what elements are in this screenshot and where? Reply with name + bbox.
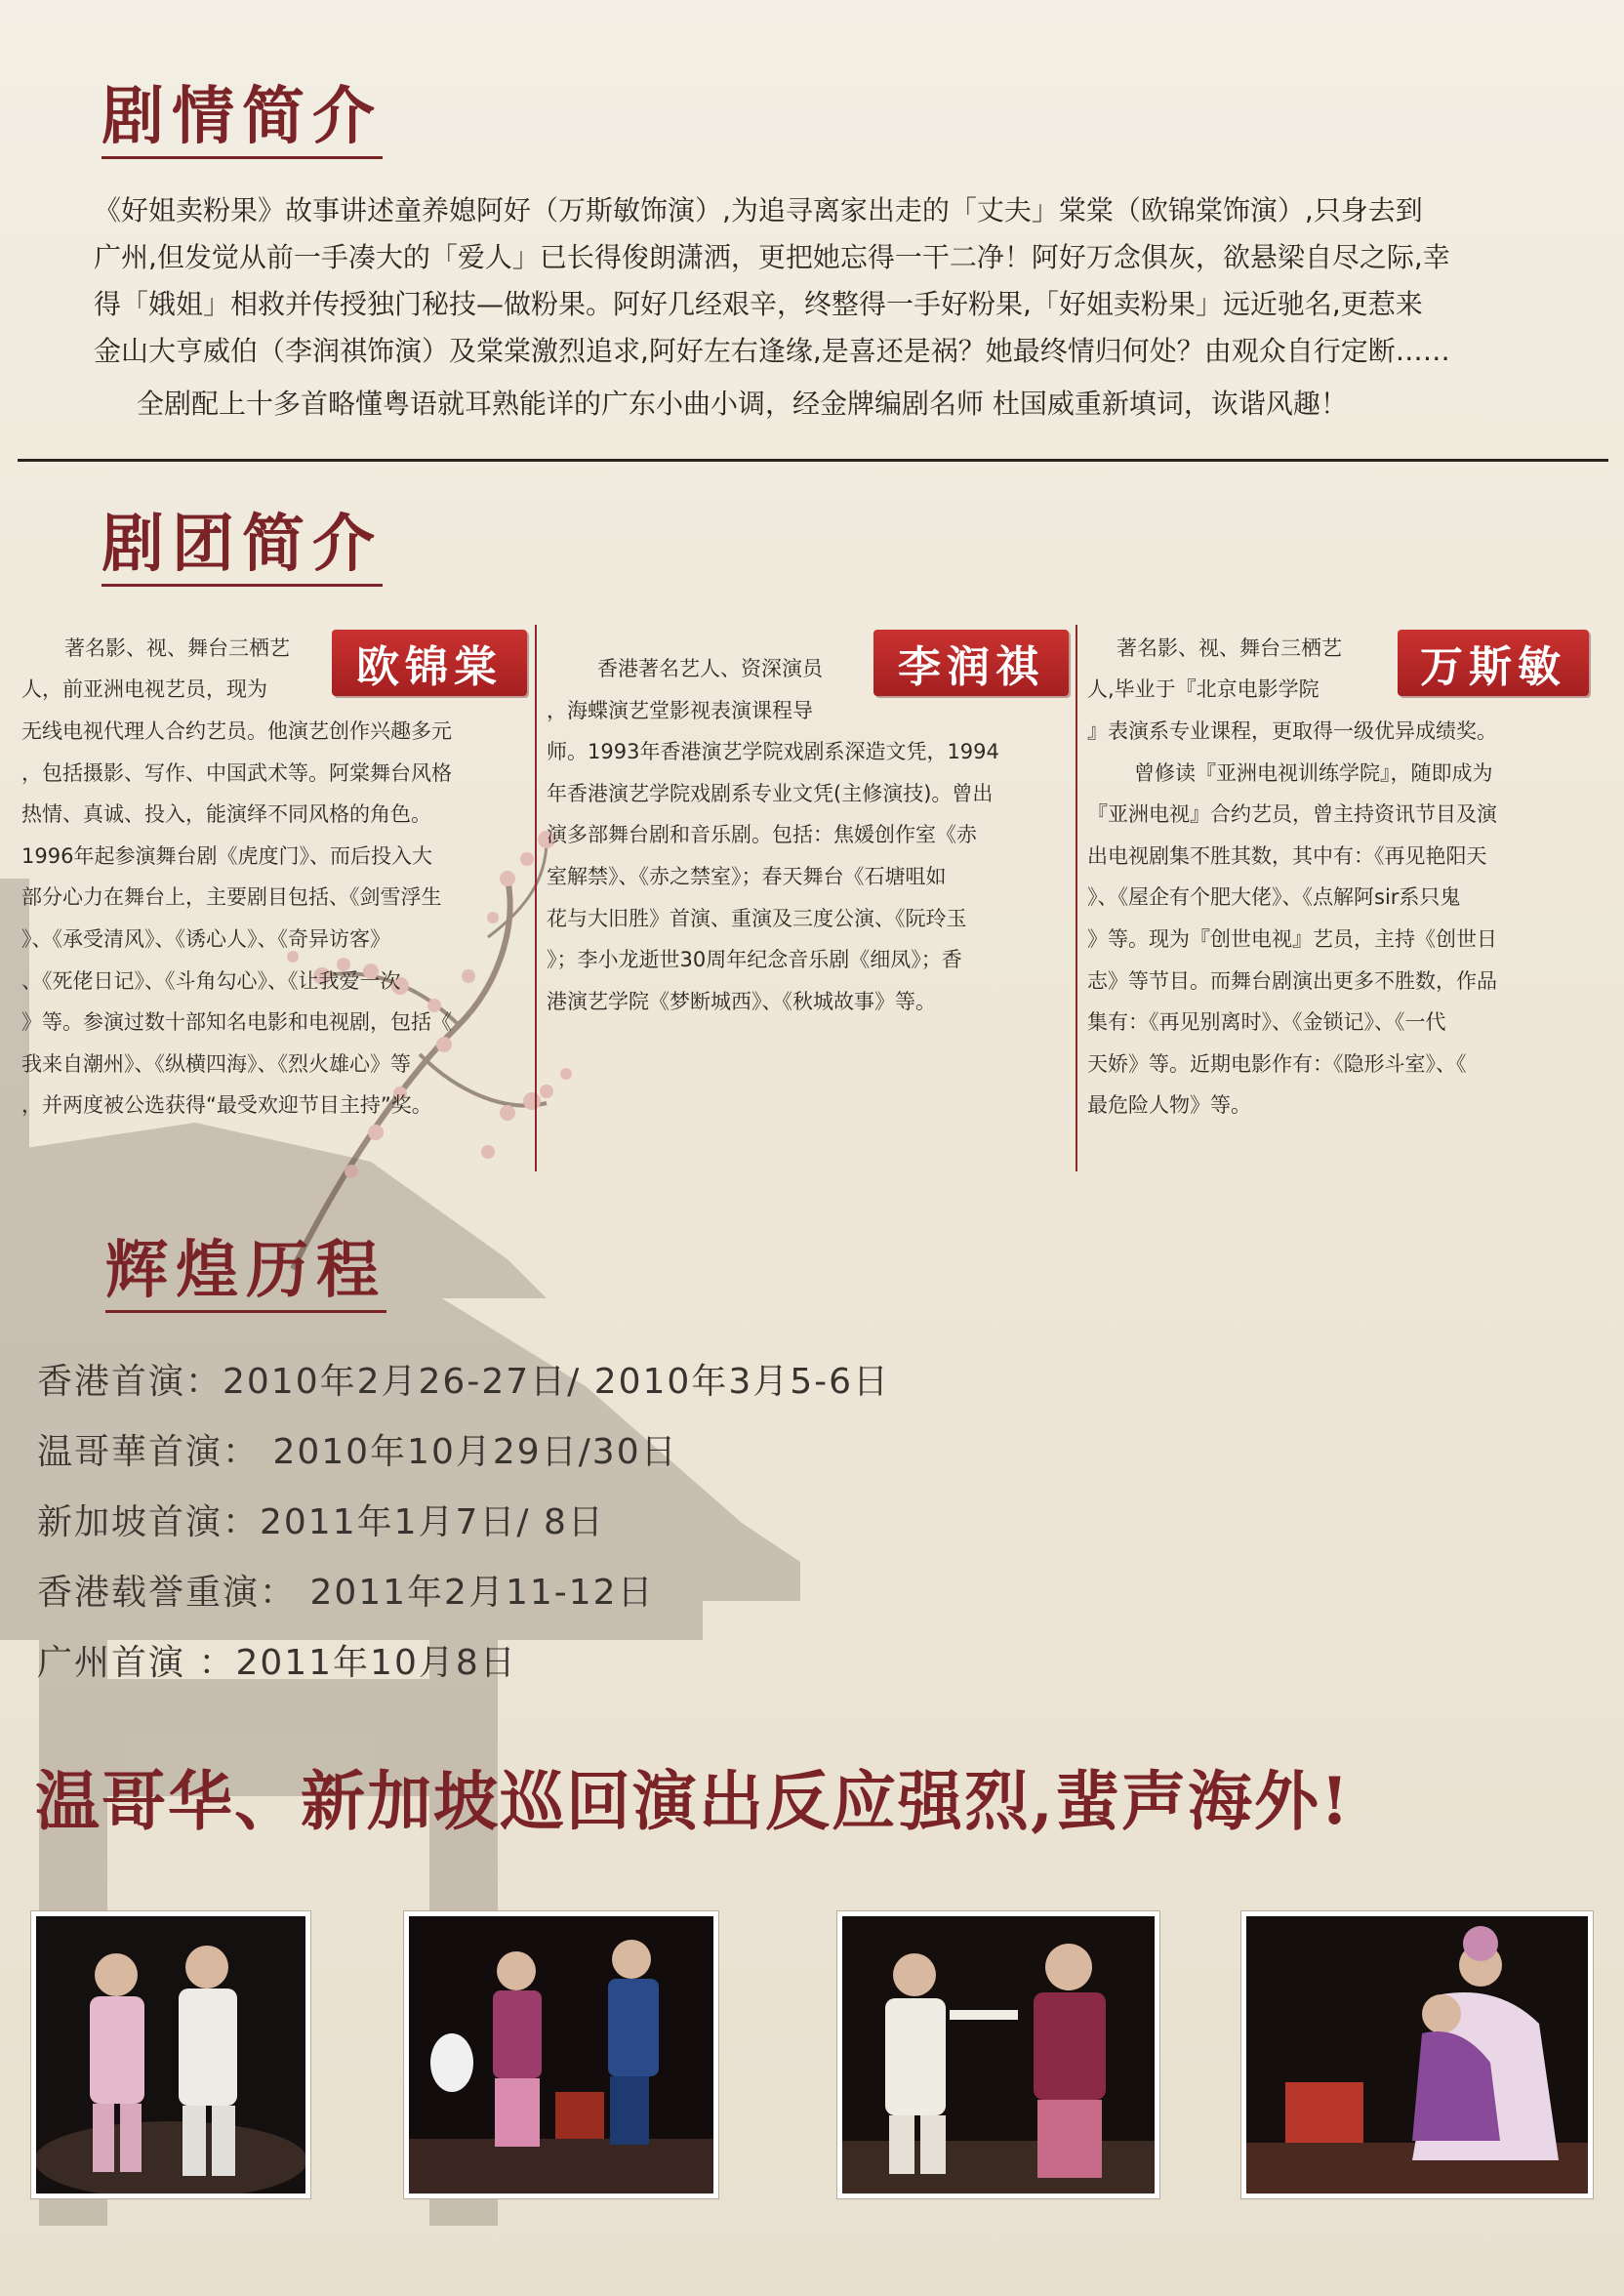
- bio-line: 年香港演艺学院戏剧系专业文凭(主修演技)。曾出: [547, 782, 994, 805]
- bio-line: 『亚洲电视』合约艺员，曾主持资讯节目及演: [1087, 802, 1497, 826]
- bio-line: 集有：《再见别离时》、《金锁记》、《一代: [1087, 1010, 1446, 1034]
- stage-photo: [837, 1911, 1159, 2198]
- synopsis-line: 金山大亨威伯（李润祺饰演）及棠棠激烈追求,阿好左右逢缘,是喜还是祸？她最终情归何处？由观众自行定断……: [94, 335, 1450, 367]
- history-item: 温哥華首演： 2010年10月29日/30日: [37, 1432, 678, 1472]
- column-divider: [1076, 625, 1077, 1171]
- synopsis-line: 《好姐卖粉果》故事讲述童养媳阿好（万斯敏饰演）,为追寻离家出走的「丈夫」棠棠（欧锦棠饰演）,只身去到: [94, 194, 1423, 226]
- bio-line: 》、《承受清风》、《诱心人》、《奇异访客》: [21, 927, 390, 951]
- synopsis-title: 剧情简介: [102, 86, 383, 159]
- bio-line: 花与大旧胜》首演、重演及三度公演、《阮玲玉: [547, 907, 967, 930]
- bio-line: 志》等节目。而舞台剧演出更多不胜数，作品: [1087, 969, 1497, 993]
- bio-line: 师。1993年香港演艺学院戏剧系深造文凭，1994: [547, 740, 999, 763]
- bio-line: 热情、真诚、投入，能演绎不同风格的角色。: [21, 802, 431, 826]
- bio-line: 无线电视代理人合约艺员。他演艺创作兴趣多元: [21, 719, 452, 743]
- history-item: 香港载誉重演： 2011年2月11-12日: [37, 1573, 655, 1613]
- bio-line: ，海蝶演艺堂影视表演课程导: [547, 699, 813, 722]
- troupe-title: 剧团简介: [102, 513, 383, 587]
- bio-line: 我来自潮州》、《纵横四海》、《烈火雄心》等: [21, 1052, 411, 1076]
- history-item: 香港首演：2010年2月26-27日/ 2010年3月5-6日: [37, 1362, 891, 1402]
- history-item: 广州首演 ：2011年10月8日: [37, 1643, 517, 1683]
- bio-line: 天娇》等。近期电影作有：《隐形斗室》、《: [1087, 1052, 1467, 1076]
- bio-line: 演多部舞台剧和音乐剧。包括：焦媛创作室《赤: [547, 823, 977, 846]
- bio-line: 》；李小龙逝世30周年纪念音乐剧《细凤》；香: [547, 948, 962, 971]
- name-badge-wan-simin: 万斯敏: [1398, 630, 1589, 696]
- name-badge-ou-jintang: 欧锦棠: [332, 630, 527, 696]
- bio-line: 港演艺学院《梦断城西》、《秋城故事》等。: [547, 990, 936, 1013]
- bio-line: 室解禁》、《赤之禁室》；春天舞台《石塘咀如: [547, 865, 947, 888]
- synopsis-line: 得「娥姐」相救并传授独门秘技—做粉果。阿好几经艰辛，终整得一手好粉果,「好姐卖粉果」远近驰名,更惹来: [94, 288, 1423, 320]
- bio-line: 最危险人物》等。: [1087, 1093, 1251, 1117]
- history-title: 辉煌历程: [105, 1240, 386, 1313]
- name-badge-li-runqi: 李润祺: [873, 630, 1069, 696]
- synopsis-line: 广州,但发觉从前一手凑大的「爱人」已长得俊朗潇洒，更把她忘得一干二净！阿好万念俱灰，欲悬梁自尽之际,幸: [94, 241, 1450, 273]
- bio-line: 》等。参演过数十部知名电影和电视剧，包括《: [21, 1010, 452, 1034]
- bio-line: 曾修读『亚洲电视训练学院』，随即成为: [1134, 761, 1493, 785]
- bio-line: 出电视剧集不胜其数，其中有：《再见艳阳天: [1087, 844, 1487, 868]
- tour-slogan: 温哥华、新加坡巡回演出反应强烈,蜚声海外!: [35, 1763, 1351, 1839]
- bio-line: 》等。现为『创世电视』艺员，主持《创世日: [1087, 927, 1497, 951]
- bio-line: 香港著名艺人、资深演员: [597, 657, 823, 680]
- section-divider: [18, 459, 1608, 462]
- synopsis-line: 全剧配上十多首略懂粤语就耳熟能详的广东小曲小调，经金牌编剧名师 杜国威重新填词，诙谐风趣！: [137, 388, 1348, 420]
- bio-line: 1996年起参演舞台剧《虎度门》、而后投入大: [21, 844, 432, 868]
- bio-line: 部分心力在舞台上，主要剧目包括、《剑雪浮生: [21, 885, 442, 909]
- bio-line: 》、《屋企有个肥大佬》、《点解阿sir系只鬼: [1087, 885, 1461, 909]
- stage-photo: [31, 1911, 310, 2198]
- bio-line: 人，前亚洲电视艺员，现为: [21, 677, 267, 701]
- stage-photo: [404, 1911, 718, 2198]
- performance-history-list: [37, 1359, 890, 1710]
- bio-line: ，包括摄影、写作、中国武术等。阿棠舞台风格: [21, 761, 452, 785]
- bio-line: ，并两度被公选获得“最受欢迎节目主持”奖。: [21, 1093, 432, 1117]
- bio-line: 著名影、视、舞台三栖艺: [1116, 636, 1342, 660]
- bio-line: 人,毕业于『北京电影学院: [1087, 677, 1320, 701]
- history-item: 新加坡首演：2011年1月7日/ 8日: [37, 1502, 605, 1542]
- stage-photo: [1241, 1911, 1593, 2198]
- column-divider: [535, 625, 537, 1171]
- bio-line: 、《死佬日记》、《斗角勾心》、《让我爱一次: [21, 969, 401, 993]
- bio-line: 著名影、视、舞台三栖艺: [64, 636, 290, 660]
- bio-line: 』表演系专业课程，更取得一级优异成绩奖。: [1087, 719, 1497, 743]
